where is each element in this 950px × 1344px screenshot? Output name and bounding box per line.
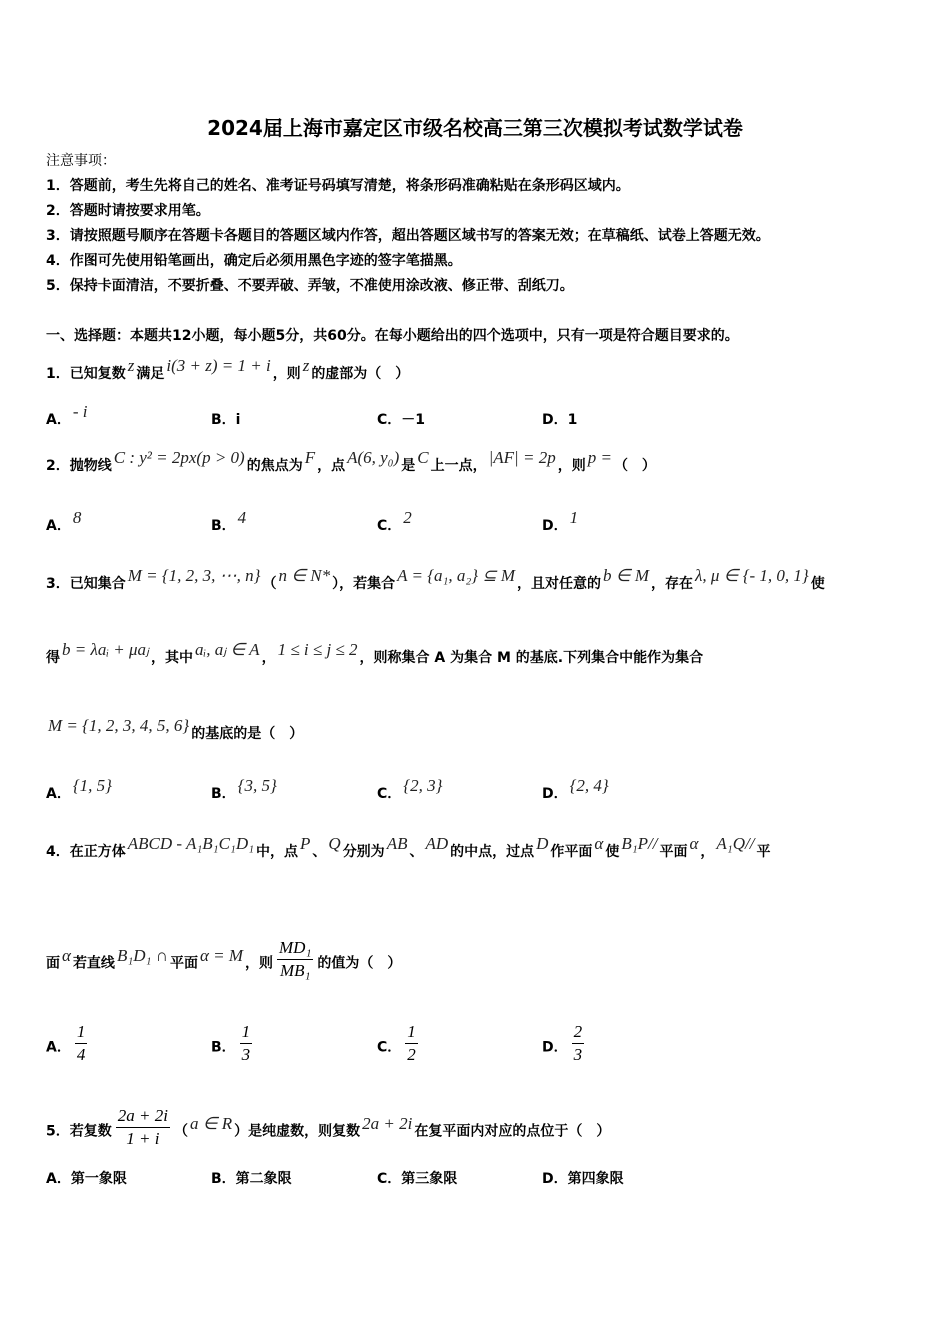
text: （ xyxy=(173,1123,188,1140)
fraction-numerator: 1 xyxy=(240,1021,253,1044)
text: ，存在 xyxy=(651,576,693,592)
option-label: B． xyxy=(211,786,236,802)
text: （ ） xyxy=(613,458,656,474)
text: 1．已知复数 xyxy=(46,366,126,382)
option-b xyxy=(211,776,279,803)
math-expression: M = {1, 2, 3, ⋯, n} xyxy=(127,566,261,585)
math-expression: b = λaᵢ + μaⱼ xyxy=(62,640,150,659)
notice-heading: 注意事项： xyxy=(46,153,116,169)
fraction xyxy=(240,1021,253,1066)
text: 平 xyxy=(756,844,771,860)
option-label: C． xyxy=(377,412,402,428)
text: ，其中 xyxy=(151,650,194,666)
option-d xyxy=(542,508,580,535)
text: 使 xyxy=(810,576,825,592)
math-expression: aᵢ, aⱼ ∈ A xyxy=(195,640,260,659)
text: 、 xyxy=(409,844,424,860)
math-expression: C xyxy=(417,448,429,467)
math-expression: P xyxy=(300,834,311,853)
option-a xyxy=(46,508,83,535)
text: 5．若复数 xyxy=(46,1123,112,1140)
option-label: B． xyxy=(211,412,236,428)
fraction xyxy=(572,1021,585,1066)
option-c xyxy=(377,1022,422,1070)
math-expression: 2 xyxy=(403,508,412,527)
fraction-denominator: 3 xyxy=(241,1045,251,1064)
math-expression: 4 xyxy=(237,508,247,527)
text: i xyxy=(235,412,241,428)
text: 若直线 xyxy=(72,955,115,972)
text: 第四象限 xyxy=(567,1171,624,1187)
fraction xyxy=(75,1021,88,1066)
math-expression: AB xyxy=(386,834,408,853)
text: ，则 xyxy=(272,366,301,382)
text: ， xyxy=(261,650,276,666)
option-c xyxy=(377,776,444,803)
section-heading: 一、选择题：本题共12小题，每小题5分，共60分。在每小题给出的四个选项中，只有一项是符合题目要求的。 xyxy=(46,328,739,344)
fraction-denominator: 2 xyxy=(407,1045,416,1064)
option-label: D． xyxy=(542,786,568,802)
option-label: D． xyxy=(542,412,568,428)
option-d xyxy=(542,776,611,803)
text: ，且对任意的 xyxy=(517,576,602,592)
math-expression: λ, μ ∈ {- 1, 0, 1} xyxy=(695,566,809,585)
math-expression: b ∈ M xyxy=(603,566,649,585)
math-expression: z xyxy=(127,356,135,375)
text: 第三象限 xyxy=(401,1171,458,1187)
text: ，则 xyxy=(245,955,274,972)
math-expression: - i xyxy=(72,402,88,421)
text: 平面 xyxy=(659,844,688,860)
math-expression: {2, 3} xyxy=(403,776,443,795)
math-expression: α = M xyxy=(199,945,244,965)
option-b xyxy=(211,409,240,429)
math-expression: {2, 4} xyxy=(569,776,609,795)
text: 满足 xyxy=(136,366,165,382)
text: ），若集合 xyxy=(332,576,396,592)
math-expression: AD xyxy=(425,834,449,853)
option-b xyxy=(211,1168,292,1188)
question-5-line xyxy=(46,1106,611,1154)
math-expression: D xyxy=(536,834,549,853)
option-label: D． xyxy=(542,518,568,534)
math-expression: 2a + 2i xyxy=(362,1113,413,1133)
text: 第二象限 xyxy=(235,1171,292,1187)
option-c xyxy=(377,409,425,429)
text: 使 xyxy=(605,844,620,860)
text: 在复平面内对应的点位于（ ） xyxy=(414,1123,611,1140)
text: （ xyxy=(262,576,277,592)
fraction-numerator: 2a + 2i xyxy=(116,1105,170,1128)
exam-title: 2024届上海市嘉定区市级名校高三第三次模拟考试数学试卷 xyxy=(207,116,743,140)
text: 第一象限 xyxy=(70,1171,127,1187)
math-expression: B₁P// xyxy=(621,834,658,853)
math-expression: C : y² = 2px(p > 0) xyxy=(113,448,245,467)
option-a xyxy=(46,776,114,803)
text: 中，点 xyxy=(256,844,299,860)
math-expression: 1 ≤ i ≤ j ≤ 2 xyxy=(277,640,358,659)
option-a xyxy=(46,402,89,429)
text: ）是纯虚数，则复数 xyxy=(234,1123,361,1140)
option-d xyxy=(542,409,577,429)
option-label: A． xyxy=(46,518,71,534)
question-3-line xyxy=(46,566,825,594)
math-expression: z xyxy=(302,356,310,375)
math-expression: n ∈ N* xyxy=(278,566,331,585)
math-expression: i(3 + z) = 1 + i xyxy=(166,356,271,375)
question-4-line xyxy=(46,938,402,986)
fraction xyxy=(116,1105,170,1150)
math-expression: {1, 5} xyxy=(72,776,112,795)
option-label: B． xyxy=(211,1039,236,1056)
option-label: A． xyxy=(46,1039,71,1056)
option-c xyxy=(377,1168,457,1188)
option-a xyxy=(46,1022,91,1070)
math-expression: 1 xyxy=(569,508,579,527)
math-expression: α xyxy=(594,834,604,853)
math-expression: A₁Q// xyxy=(716,834,755,853)
option-label: D． xyxy=(542,1171,568,1187)
math-expression: F xyxy=(304,448,316,467)
notice-item: 1．答题前，考生先将自己的姓名、准考证号码填写清楚，将条形码准确粘贴在条形码区域内。 xyxy=(46,178,630,194)
text: ，则 xyxy=(557,458,586,474)
notice-item: 4．作图可先使用铅笔画出，确定后必须用黑色字迹的签字笔描黑。 xyxy=(46,253,462,269)
math-expression: α xyxy=(62,945,71,965)
fraction-denominator: 3 xyxy=(573,1045,583,1064)
option-d xyxy=(542,1168,624,1188)
text: 分别为 xyxy=(342,844,385,860)
option-label: C． xyxy=(377,1171,402,1187)
math-expression: B₁D₁ ∩ xyxy=(116,945,168,965)
math-expression: A = {a₁, a₂} ⊆ M xyxy=(397,566,516,585)
option-d xyxy=(542,1022,588,1070)
text: 4．在正方体 xyxy=(46,844,126,860)
fraction-numerator: MD₁ xyxy=(277,937,313,960)
math-expression: M = {1, 2, 3, 4, 5, 6} xyxy=(48,716,190,735)
text: 面 xyxy=(46,955,60,972)
option-label: A． xyxy=(46,1171,71,1187)
option-b xyxy=(211,508,248,535)
notice-item: 3．请按照题号顺序在答题卡各题目的答题区域内作答，超出答题区域书写的答案无效；在草稿纸、试卷上答题无效。 xyxy=(46,228,770,244)
fraction xyxy=(405,1021,418,1066)
fraction-numerator: 2 xyxy=(572,1021,585,1044)
question-2-line xyxy=(46,448,656,476)
option-label: A． xyxy=(46,786,71,802)
math-expression: α xyxy=(689,834,699,853)
fraction-numerator: 1 xyxy=(75,1021,88,1044)
math-expression: 8 xyxy=(72,508,82,527)
text: 平面 xyxy=(169,955,198,972)
text: 3．已知集合 xyxy=(46,576,126,592)
text: 的值为（ ） xyxy=(317,955,402,972)
math-expression: p = xyxy=(587,448,612,467)
text: 1 xyxy=(567,412,578,428)
option-label: A． xyxy=(46,412,71,428)
text: －1 xyxy=(401,412,426,428)
option-label: C． xyxy=(377,518,402,534)
option-label: B． xyxy=(211,518,236,534)
text: 、 xyxy=(312,844,327,860)
notice-item: 5．保持卡面清洁，不要折叠、不要弄破、弄皱，不准使用涂改液、修正带、刮纸刀。 xyxy=(46,278,574,294)
option-a xyxy=(46,1168,127,1188)
fraction-numerator: 1 xyxy=(405,1021,418,1044)
text: 的焦点为 xyxy=(246,458,303,474)
option-c xyxy=(377,508,414,535)
question-3-line xyxy=(46,640,704,668)
option-label: D． xyxy=(542,1039,568,1056)
option-b xyxy=(211,1022,256,1070)
text: 得 xyxy=(46,650,60,666)
fraction xyxy=(277,937,313,982)
fraction-denominator: 4 xyxy=(76,1045,86,1064)
text: 的中点，过点 xyxy=(450,844,535,860)
text: 2．抛物线 xyxy=(46,458,112,474)
math-expression: A(6, y₀) xyxy=(347,448,400,467)
math-expression: {3, 5} xyxy=(237,776,277,795)
question-1-line xyxy=(46,356,410,384)
question-4-line xyxy=(46,834,771,862)
math-expression: ABCD - A₁B₁C₁D₁ xyxy=(127,834,255,853)
question-3-line xyxy=(46,716,304,744)
option-label: B． xyxy=(211,1171,236,1187)
option-label: C． xyxy=(377,1039,402,1056)
text: 上一点， xyxy=(430,458,487,474)
math-expression: |AF| = 2p xyxy=(488,448,556,467)
text: 的虚部为（ ） xyxy=(311,366,410,382)
text: ，点 xyxy=(317,458,346,474)
text: ， xyxy=(700,844,715,860)
text: 作平面 xyxy=(550,844,593,860)
notice-item: 2．答题时请按要求用笔。 xyxy=(46,203,210,219)
fraction-denominator: 1 + i xyxy=(126,1129,160,1148)
fraction-denominator: MB₁ xyxy=(279,961,311,980)
text: 的基底的是（ ） xyxy=(191,726,304,742)
text: ，则称集合 A 为集合 M 的基底.下列集合中能作为集合 xyxy=(359,650,704,666)
math-expression: a ∈ R xyxy=(189,1113,233,1133)
text: 是 xyxy=(401,458,416,474)
math-expression: Q xyxy=(328,834,341,853)
option-label: C． xyxy=(377,786,402,802)
